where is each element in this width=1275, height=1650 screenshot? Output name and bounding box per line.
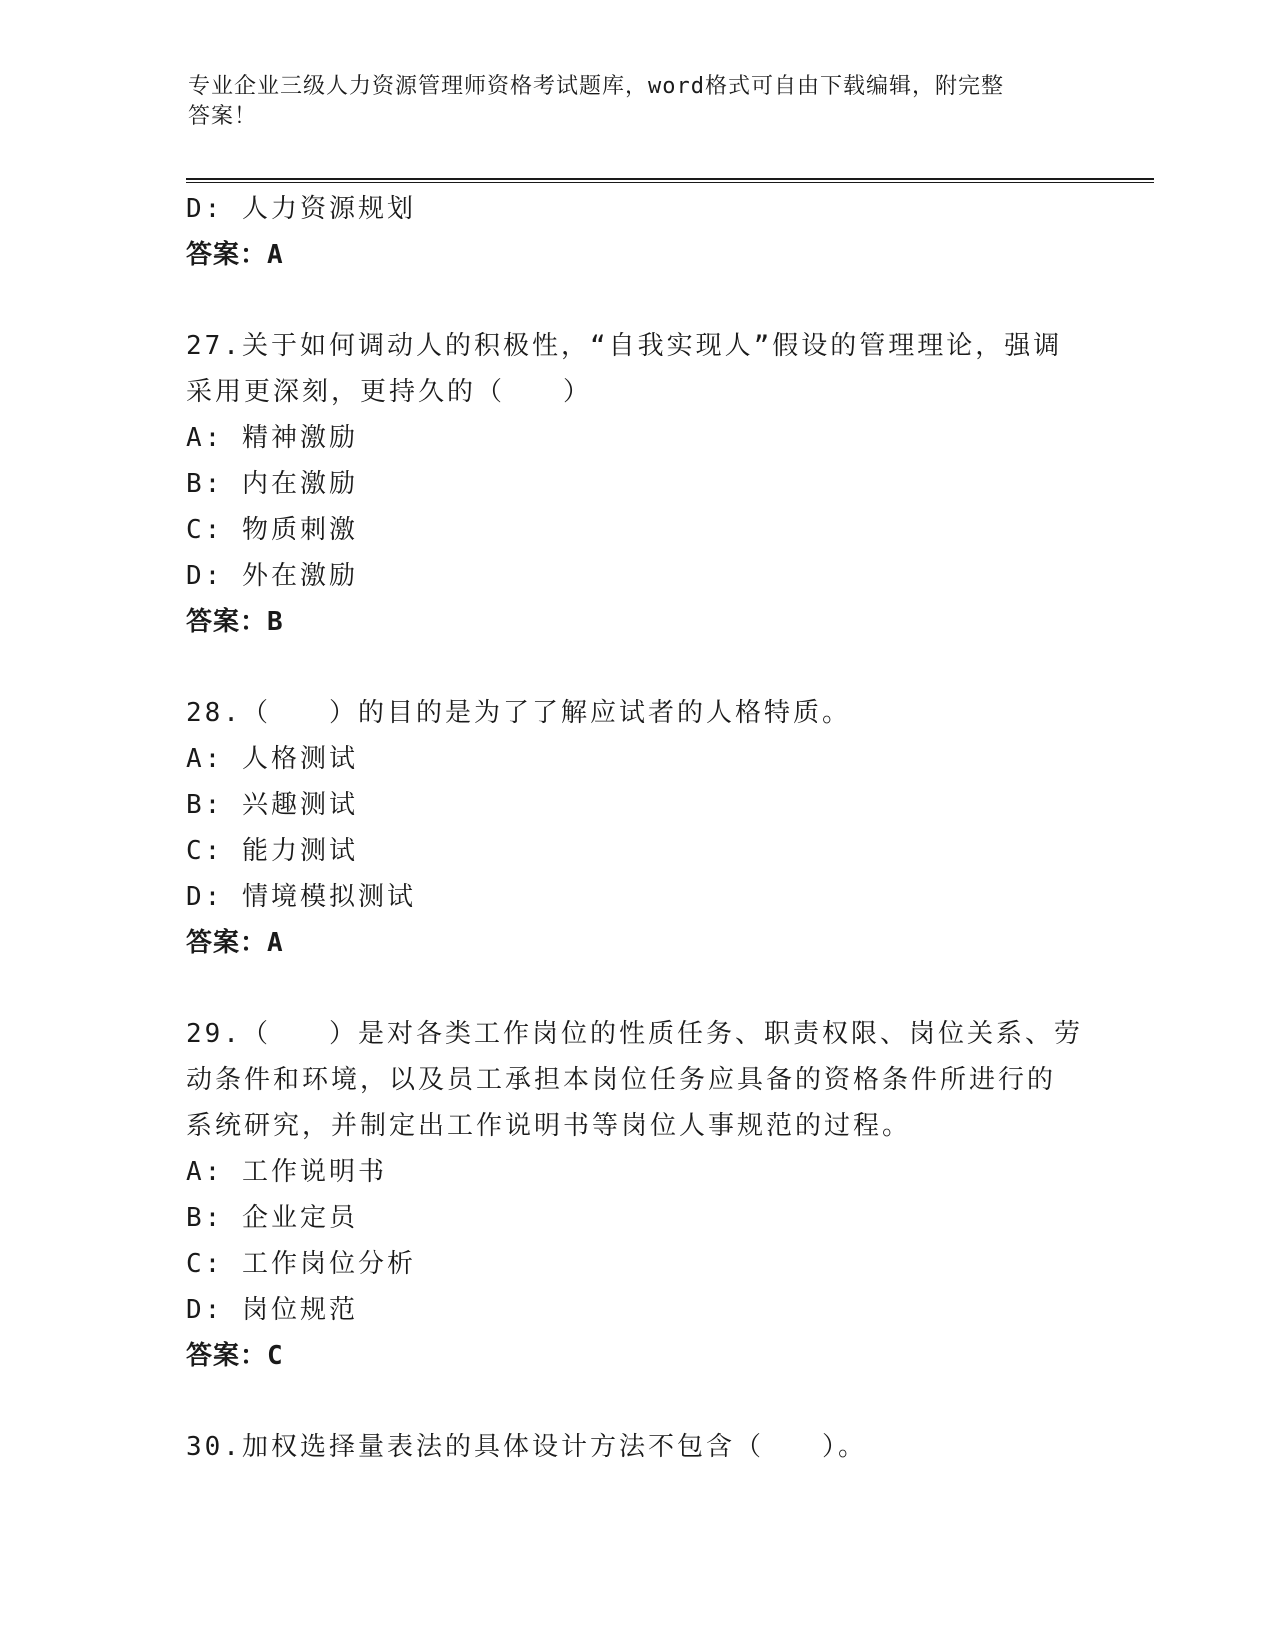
- question-26-tail: [186, 186, 1086, 278]
- header-divider-thin: [186, 182, 1154, 183]
- question-text: 28.（ ）的目的是为了了解应试者的人格特质。: [186, 698, 851, 728]
- answer: 答案：A: [186, 240, 284, 270]
- option-c: C: 能力测试: [186, 836, 358, 866]
- question-text: 27.关于如何调动人的积极性，“自我实现人”假设的管理理论，强调: [186, 331, 1063, 361]
- option-d: D: 情境模拟测试: [186, 882, 416, 912]
- spacer: [186, 278, 1086, 323]
- option-d: D: 人力资源规划: [186, 194, 416, 224]
- document-header: [188, 72, 1068, 132]
- answer: 答案：B: [186, 607, 284, 637]
- question-text: 动条件和环境，以及员工承担本岗位任务应具备的资格条件所进行的: [186, 1065, 1057, 1095]
- option-d: D: 岗位规范: [186, 1295, 358, 1325]
- header-line-1: 专业企业三级人力资源管理师资格考试题库，word格式可自由下载编辑，附完整: [188, 74, 1004, 99]
- document-body: [186, 186, 1086, 1470]
- spacer: [186, 645, 1086, 690]
- question-text: 30.加权选择量表法的具体设计方法不包含（ ）。: [186, 1432, 867, 1462]
- option-a: A: 精神激励: [186, 423, 358, 453]
- option-a: A: 工作说明书: [186, 1157, 387, 1187]
- option-b: B: 内在激励: [186, 469, 358, 499]
- question-text: 系统研究，并制定出工作说明书等岗位人事规范的过程。: [186, 1111, 912, 1141]
- question-text: 29.（ ）是对各类工作岗位的性质任务、职责权限、岗位关系、劳: [186, 1019, 1083, 1049]
- option-c: C: 物质刺激: [186, 515, 358, 545]
- option-b: B: 企业定员: [186, 1203, 358, 1233]
- option-b: B: 兴趣测试: [186, 790, 358, 820]
- answer: 答案：C: [186, 1341, 284, 1371]
- option-c: C: 工作岗位分析: [186, 1249, 416, 1279]
- spacer: [186, 1379, 1086, 1424]
- spacer: [186, 966, 1086, 1011]
- question-27: [186, 323, 1086, 645]
- option-d: D: 外在激励: [186, 561, 358, 591]
- header-divider-thick: [186, 178, 1154, 180]
- header-line-2: 答案！: [188, 104, 258, 129]
- question-28: [186, 690, 1086, 966]
- question-30: [186, 1424, 1086, 1470]
- question-29: [186, 1011, 1086, 1379]
- option-a: A: 人格测试: [186, 744, 358, 774]
- question-text: 采用更深刻，更持久的（ ）: [186, 377, 593, 407]
- answer: 答案：A: [186, 928, 284, 958]
